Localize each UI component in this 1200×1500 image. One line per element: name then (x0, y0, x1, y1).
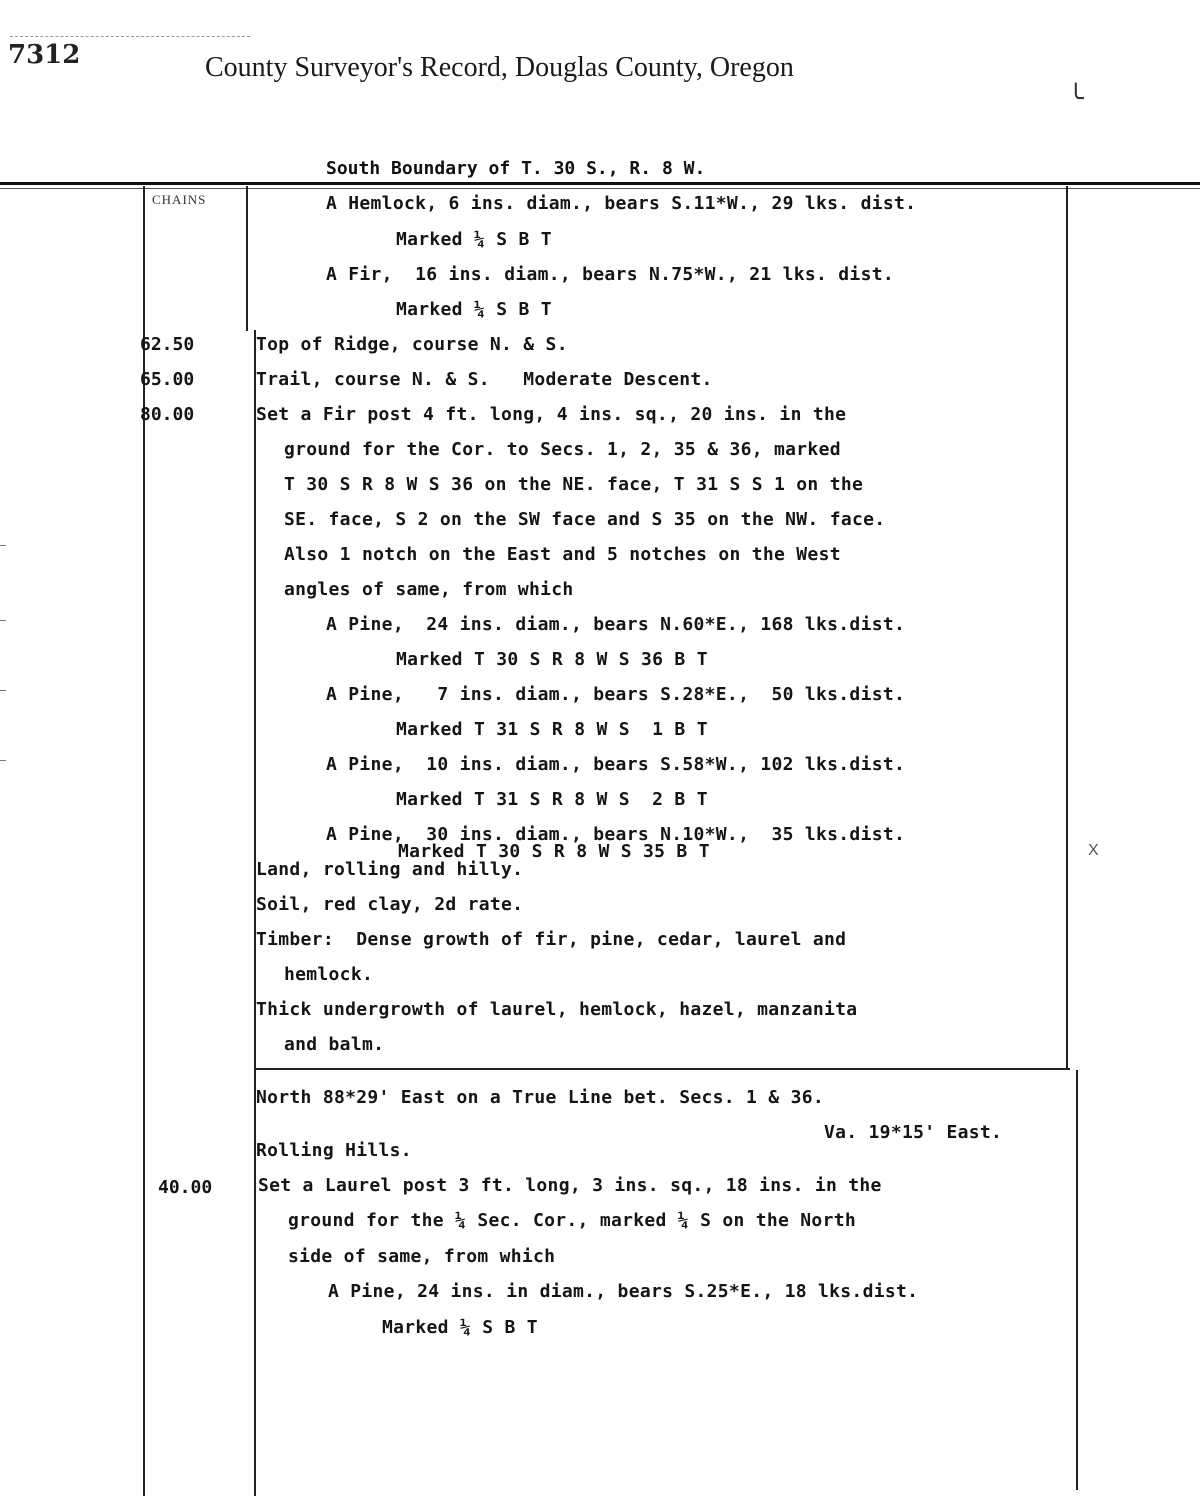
marking-entry: Marked T 30 S R 8 W S 35 B T (398, 841, 710, 862)
note-line: Soil, red clay, 2d rate. (256, 894, 524, 915)
note-line: SE. face, S 2 on the SW face and S 35 on the NW. face. (284, 509, 886, 530)
page-title: County Surveyor's Record, Douglas County, Oregon (205, 52, 794, 83)
note-line: Set a Laurel post 3 ft. long, 3 ins. sq., 18 ins. in the (258, 1175, 882, 1196)
marking-entry: Marked T 31 S R 8 W S 2 B T (396, 789, 708, 810)
page-number: 7312 (8, 40, 81, 70)
chain-value: 40.00 (158, 1177, 213, 1198)
variation-note: Va. 19*15' East. (824, 1122, 1003, 1143)
top-scratch-line (10, 36, 250, 38)
witness-tree-entry: A Pine, 24 ins. in diam., bears S.25*E., 18 lks.dist. (328, 1281, 919, 1302)
witness-tree-entry: A Pine, 30 ins. diam., bears N.10*W., 35 lks.dist. (326, 824, 906, 845)
margin-tick (0, 760, 6, 761)
note-line: ground for the ¼ Sec. Cor., marked ¼ S on the North (288, 1210, 856, 1231)
note-line: hemlock. (284, 964, 374, 985)
witness-tree-entry: A Pine, 24 ins. diam., bears N.60*E., 168 lks.dist. (326, 614, 906, 635)
margin-tick (0, 620, 6, 621)
chain-value: 80.00 (140, 404, 195, 425)
note-line: Trail, course N. & S. Moderate Descent. (256, 369, 713, 390)
witness-tree-entry: A Hemlock, 6 ins. diam., bears S.11*W., 29 lks. dist. (326, 193, 917, 214)
chain-value: 65.00 (140, 369, 195, 390)
section-heading: South Boundary of T. 30 S., R. 8 W. (326, 158, 706, 179)
note-line: angles of same, from which (284, 579, 574, 600)
margin-tick (0, 545, 6, 546)
note-line: Rolling Hills. (256, 1140, 412, 1161)
chains-column-header: CHAINS (152, 192, 207, 207)
witness-tree-entry: A Pine, 7 ins. diam., bears S.28*E., 50 lks.dist. (326, 684, 906, 705)
course-heading: North 88*29' East on a True Line bet. Secs. 1 & 36. (256, 1087, 824, 1108)
note-line: Timber: Dense growth of fir, pine, cedar, laurel and (256, 929, 847, 950)
marking-entry: Marked T 30 S R 8 W S 36 B T (396, 649, 708, 670)
margin-x-mark: X (1088, 842, 1099, 859)
chains-column-divider-upper (246, 186, 248, 331)
header-rule (0, 182, 1200, 185)
note-line: Land, rolling and hilly. (256, 859, 524, 880)
note-line: Top of Ridge, course N. & S. (256, 334, 568, 355)
note-line: Thick undergrowth of laurel, hemlock, hazel, manzanita (256, 999, 858, 1020)
text-column-right-border-upper (1066, 186, 1068, 1070)
text-column-right-border-lower (1076, 1070, 1078, 1490)
note-line: side of same, from which (288, 1246, 556, 1267)
section-divider (255, 1068, 1070, 1070)
margin-tick (0, 690, 6, 691)
marking-entry: Marked T 31 S R 8 W S 1 B T (396, 719, 708, 740)
note-line: ground for the Cor. to Secs. 1, 2, 35 & 36, marked (284, 439, 841, 460)
note-line: T 30 S R 8 W S 36 on the NE. face, T 31 S S 1 on the (284, 474, 864, 495)
marking-entry: Marked ¼ S B T (396, 299, 552, 320)
header-rule-secondary (0, 188, 1200, 189)
witness-tree-entry: A Fir, 16 ins. diam., bears N.75*W., 21 lks. dist. (326, 264, 894, 285)
note-line: and balm. (284, 1034, 385, 1055)
note-line: Set a Fir post 4 ft. long, 4 ins. sq., 20 ins. in the (256, 404, 847, 425)
witness-tree-entry: A Pine, 10 ins. diam., bears S.58*W., 102 lks.dist. (326, 754, 906, 775)
note-line: Also 1 notch on the East and 5 notches on the West (284, 544, 841, 565)
marking-entry: Marked ¼ S B T (396, 229, 552, 250)
marking-entry: Marked ¼ S B T (382, 1317, 538, 1338)
chain-value: 62.50 (140, 334, 195, 355)
corner-pencil-mark: ╰ (1068, 84, 1084, 113)
